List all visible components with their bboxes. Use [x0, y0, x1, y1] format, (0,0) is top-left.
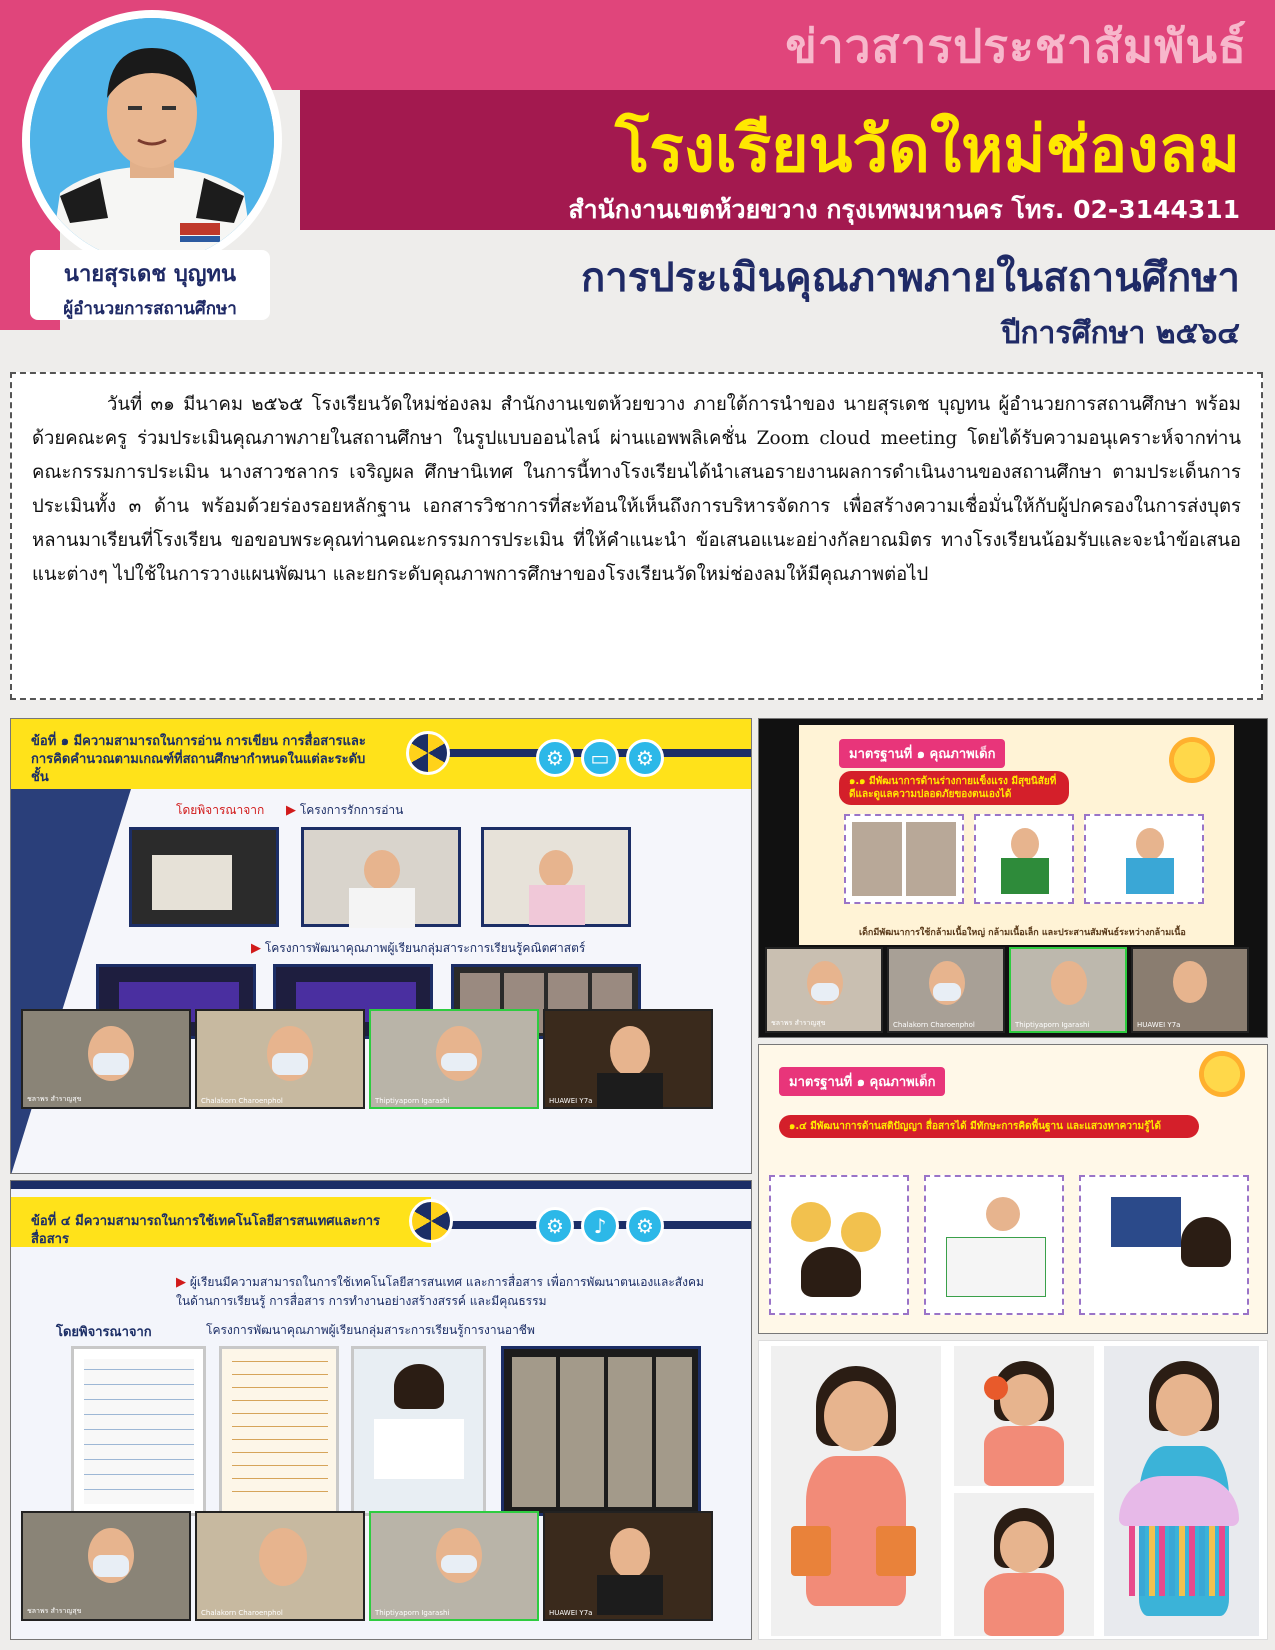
reading-photo-1 — [129, 827, 279, 927]
participant-tile-4 — [1131, 947, 1249, 1033]
participant-name: Chalakorn Charoenphol — [201, 1097, 283, 1105]
participant-name: Chalakorn Charoenphol — [201, 1609, 283, 1617]
child-tablet-photo — [1079, 1175, 1249, 1315]
participant-tile-3 — [1009, 947, 1127, 1033]
participant-name: ชลาพร สำราญสุข — [27, 1095, 82, 1103]
participant-tile-1 — [765, 947, 883, 1033]
kids-crafts-collage — [758, 1340, 1268, 1640]
girl-string-phone-photo — [954, 1493, 1094, 1636]
slide-heading: ข้อที่ ๑ มีความสามารถในการอ่าน การเขียน การสื่อสารและการคิดคำนวณตามเกณฑ์ที่สถานศึกษากำหนดในแต่ละระดับชั้น — [31, 734, 366, 785]
child-crafting-photo — [1084, 814, 1204, 904]
school-name: โรงเรียนวัดใหม่ช่องลม — [614, 113, 1240, 187]
project-reading-label: โครงการรักการอ่าน — [299, 803, 404, 817]
slide-top-line — [11, 1181, 752, 1189]
project-career-label: โครงการพัฒนาคุณภาพผู้เรียนกลุ่มสาระการเรียนรู้การงานอาชีพ — [206, 1323, 535, 1337]
participant-name: HUAWEI Y7a — [1137, 1021, 1181, 1029]
student-tablet-photo — [351, 1346, 486, 1516]
slide-standard-1-1 — [758, 718, 1268, 1038]
director-caption — [30, 250, 270, 320]
sun-icon — [1169, 737, 1215, 783]
participant-tile-4 — [543, 1511, 713, 1621]
slide-caption: เด็กมีพัฒนาการใช้กล้ามเนื้อใหญ่ กล้ามเนื้อเล็ก และประสานสัมพันธ์ระหว่างกล้ามเนื้อ — [859, 928, 1186, 938]
participant-tile-3 — [369, 1009, 539, 1109]
participant-tile-1 — [21, 1009, 191, 1109]
career-zoom-grid — [501, 1346, 701, 1516]
participant-name: ชลาพร สำราญสุข — [27, 1607, 82, 1615]
participant-tile-2 — [195, 1511, 365, 1621]
office-contact: สำนักงานเขตห้วยขวาง กรุงเทพมหานคร โทร. 02-3144311 — [568, 195, 1240, 224]
standard-title: มาตรฐานที่ ๑ คุณภาพเด็ก — [779, 1067, 945, 1096]
gear-icon: ⚙ — [536, 739, 574, 777]
slide-reading-writing: ข้อที่ ๑ มีความสามารถในการอ่าน การเขียน การสื่อสารและการคิดคำนวณตามเกณฑ์ที่สถานศึกษากำหนดในแต่ละระดับชั้น ⚙ ▭ ⚙ โดยพิจารณาจาก ▶ โครงการรักการอ่าน ▶ โครงการพัฒนาคุณภาพผู้เรียนกลุ่มสาระการเรียนรู้คณิตศาสตร์ ชลาพร สำราญสุข Chalakorn Charoenphol Thiptiyaporn Igarashi HUAWEI Y7a — [10, 718, 752, 1174]
slide-technology: ข้อที่ ๔ มีความสามารถในการใช้เทคโนโลยีสารสนเทศและการสื่อสาร ⚙ ♪ ⚙ ▶ ผู้เรียนมีความสามารถในการใช้เทคโนโลยีสารสนเทศ และการสื่อสาร เพื่อการพัฒนาตนเองและสังคมในด้านการเรียนรู้ การสื่อสาร การทำงานอย่างสร้างสรรค์ และมีคุณธรรม โดยพิจารณาจาก โครงการพัฒนาคุณภาพผู้เรียนกลุ่มสาระการเรียนรู้การงานอาชีพ ชลาพร สำราญสุข Chalakorn Charoenphol Thiptiyaporn Igarashi HUAWEI Y7a — [10, 1180, 752, 1640]
zoom-class-photo — [844, 814, 964, 904]
girl-jellyfish-photo — [1104, 1346, 1259, 1636]
standard-title: มาตรฐานที่ ๑ คุณภาพเด็ก — [839, 739, 1005, 768]
menu-sheet-photo — [219, 1346, 339, 1516]
consider-label: โดยพิจารณาจาก — [56, 1325, 152, 1340]
slide-description: ผู้เรียนมีความสามารถในการใช้เทคโนโลยีสารสนเทศ และการสื่อสาร เพื่อการพัฒนาตนเองและสังคมในด้านการเรียนรู้ การสื่อสาร การทำงานอย่างสร้างสรรค์ และมีคุณธรรม — [176, 1275, 704, 1308]
director-position: ผู้อำนวยการสถานศึกษา — [63, 299, 237, 319]
article-title: การประเมินคุณภาพภายในสถานศึกษา — [581, 255, 1240, 301]
director-name: นายสุรเดช บุญทน — [63, 262, 237, 287]
child-sitting-photo — [974, 814, 1074, 904]
participant-name: Thiptiyaporn Igarashi — [375, 1097, 450, 1105]
participant-tile-4 — [543, 1009, 713, 1109]
worksheet-photo — [71, 1346, 206, 1516]
participant-name: HUAWEI Y7a — [549, 1609, 593, 1617]
girl-phone-craft-photo — [954, 1346, 1094, 1486]
indicator-label: ๑.๔ มีพัฒนาการด้านสติปัญญา สื่อสารได้ มีทักษะการคิดพื้นฐาน และแสวงหาความรู้ได้ — [779, 1115, 1199, 1138]
school-banner — [300, 90, 1275, 230]
sun-icon — [1199, 1051, 1245, 1097]
gear-icon: ⚙ — [536, 1207, 574, 1245]
consider-label: โดยพิจารณาจาก — [176, 803, 265, 817]
participant-name: Thiptiyaporn Igarashi — [375, 1609, 450, 1617]
screen-icon: ▭ — [581, 739, 619, 777]
participant-name: Chalakorn Charoenphol — [893, 1021, 975, 1029]
article-paragraph: วันที่ ๓๑ มีนาคม ๒๕๖๕ โรงเรียนวัดใหม่ช่องลม สำนักงานเขตห้วยขวาง ภายใต้การนำของ นายสุรเดช บุญทน ผู้อำนวยการสถานศึกษา พร้อมด้วยคณะครู ร่วมประเมินคุณภาพภายในสถานศึกษา ในรูปแบบออนไลน์ ผ่านแอพพลิเคชั่น Zoom cloud meeting โดยได้รับความอนุเคราะห์จากท่านคณะกรรมการประเมิน นางสาวชลากร เจริญผล ศึกษานิเทศ ในการนี้ทางโรงเรียนได้นำเสนอรายงานผลการดำเนินงานของสถานศึกษา ตามประเด็นการประเมินทั้ง ๓ ด้าน พร้อมด้วยร่องรอยหลักฐาน เอกสารวิชาการที่สะท้อนให้เห็นถึงการบริหารจัดการ เพื่อสร้างความเชื่อมั่นให้กับผู้ปกครองในการส่งบุตรหลานมาเรียนที่โรงเรียน ขอขอบพระคุณท่านคณะกรรมการประเมิน ที่ให้คำแนะนำ ข้อเสนอแนะอย่างกัลยาณมิตร ทางโรงเรียนน้อมรับและจะนำข้อเสนอแนะต่างๆ ไปใช้ในการวางแผนพัฒนา และยกระดับคุณภาพการศึกษาของโรงเรียนวัดใหม่ช่องลมให้มีคุณภาพต่อไป — [32, 394, 1241, 585]
participant-name: ชลาพร สำราญสุข — [771, 1019, 826, 1027]
slide-standard-1-4 — [758, 1044, 1268, 1334]
project-math-label: โครงการพัฒนาคุณภาพผู้เรียนกลุ่มสาระการเรียนรู้คณิตศาสตร์ — [264, 941, 586, 955]
reading-photo-2 — [301, 827, 461, 927]
indicator-label: ๑.๑ มีพัฒนาการด้านร่างกายแข็งแรง มีสุขนิสัยที่ดีและดูแลความปลอดภัยของตนเองได้ — [839, 771, 1069, 805]
newsletter-title: ข่าวสารประชาสัมพันธ์ — [785, 19, 1247, 73]
participant-tile-3 — [369, 1511, 539, 1621]
reading-photo-3 — [481, 827, 631, 927]
article-year: ปีการศึกษา ๒๕๖๔ — [1001, 316, 1240, 351]
participant-name: Thiptiyaporn Igarashi — [1015, 1021, 1090, 1029]
article-body — [10, 372, 1263, 700]
gears-icon: ⚙ — [626, 739, 664, 777]
participant-tile-2 — [887, 947, 1005, 1033]
director-photo — [30, 18, 274, 262]
participant-tile-1 — [21, 1511, 191, 1621]
wheel-icon — [406, 731, 450, 775]
participant-name: HUAWEI Y7a — [549, 1097, 593, 1105]
girl-cup-craft-photo — [771, 1346, 941, 1636]
child-faces-photo — [769, 1175, 909, 1315]
child-drawing-photo — [924, 1175, 1064, 1315]
slide-heading: ข้อที่ ๔ มีความสามารถในการใช้เทคโนโลยีสารสนเทศและการสื่อสาร — [31, 1214, 381, 1247]
gears-icon: ⚙ — [626, 1207, 664, 1245]
wheel-icon — [409, 1199, 453, 1243]
participant-tile-2 — [195, 1009, 365, 1109]
music-icon: ♪ — [581, 1207, 619, 1245]
